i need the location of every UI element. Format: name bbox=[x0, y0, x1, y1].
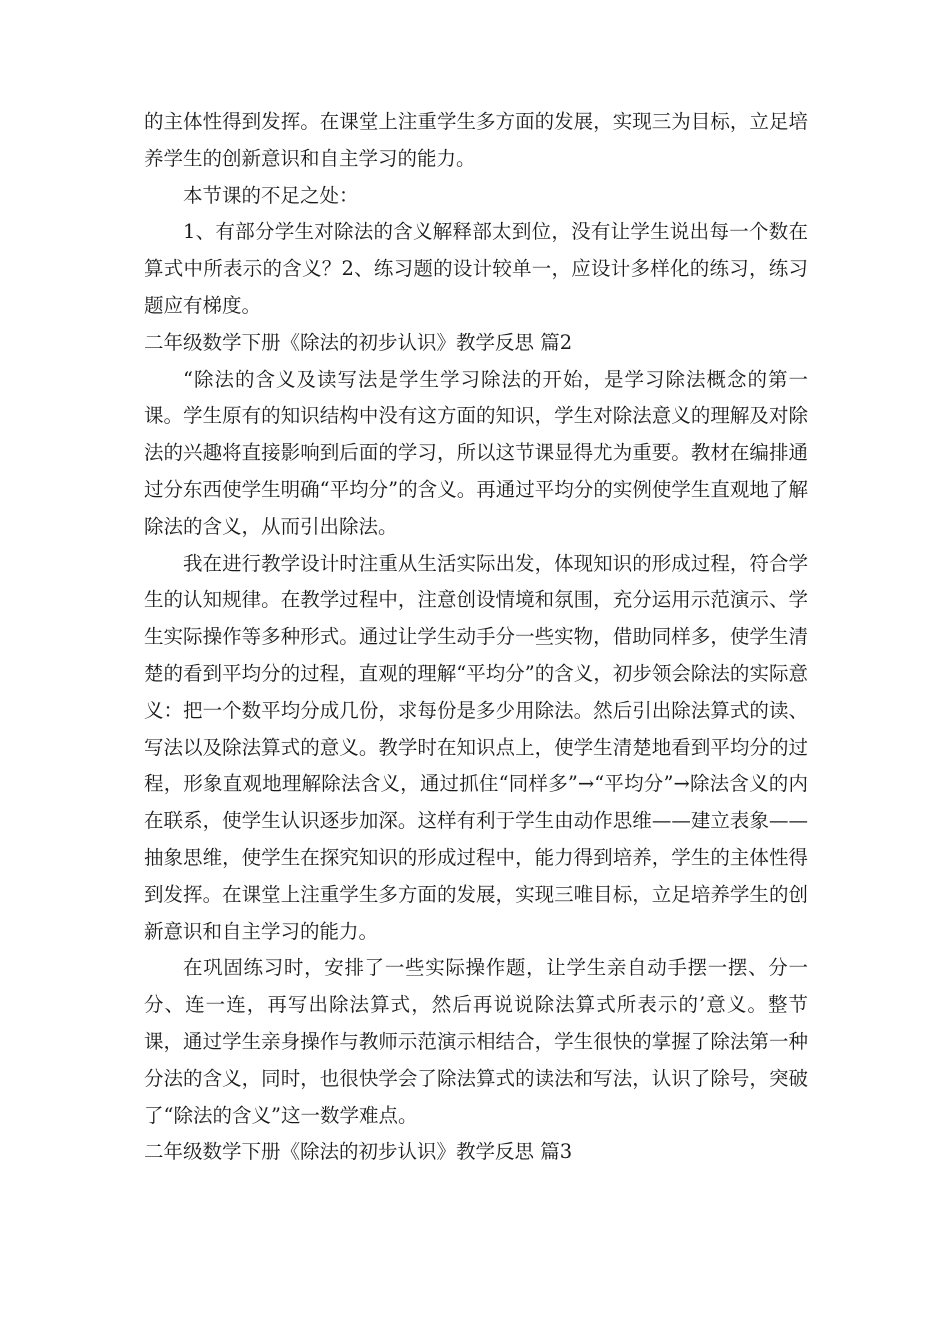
document-body bbox=[144, 104, 808, 1171]
paragraph-teaching-design: 我在进行教学设计时注重从生活实际出发，体现知识的形成过程，符合学生的认知规律。在教学过程中，注意创设情境和氛围，充分运用示范演示、学生实际操作等多种形式。通过让学生动手分一些实物，借助同样多，使学生清楚的看到平均分的过程，直观的理解“平均分”的含义，初步领会除法的实际意义：把一个数平均分成几份，求每份是多少用除法。然后引出除法算式的读、写法以及除法算式的意义。教学时在知识点上，使学生清楚地看到平均分的过程，形象直观地理解除法含义，通过抓住“同样多”→“平均分”→除法含义的内在联系，使学生认识逐步加深。这样有利于学生由动作思维——建立表象——抽象思维，使学生在探究知识的形成过程中，能力得到培养，学生的主体性得到发挥。在课堂上注重学生多方面的发展，实现三唯目标，立足培养学生的创新意识和自主学习的能力。 bbox=[144, 551, 808, 943]
paragraph-practice: 在巩固练习时，安排了一些实际操作题，让学生亲自动手摆一摆、分一分、连一连，再写出除法算式，然后再说说除法算式所表示的’意义。整节课，通过学生亲身操作与教师示范演示相结合，学生很快的掌握了除法第一种分法的含义，同时，也很快学会了除法算式的读法和写法，认识了除号，突破了“除法的含义”这一数学难点。 bbox=[144, 956, 808, 1127]
paragraph-continuation: 的主体性得到发挥。在课堂上注重学生多方面的发展，实现三为目标，立足培养学生的创新意识和自主学习的能力。 bbox=[144, 110, 808, 170]
paragraph-shortcomings-list: 1、有部分学生对除法的含义解释部太到位，没有让学生说出每一个数在算式中所表示的含义？2、练习题的设计较单一，应设计多样化的练习，练习题应有梯度。 bbox=[144, 220, 808, 317]
paragraph-division-meaning: “除法的含义及读写法是学生学习除法的开始，是学习除法概念的第一课。学生原有的知识结构中没有这方面的知识，学生对除法意义的理解及对除法的兴趣将直接影响到后面的学习，所以这节课显得尤为重要。教材在编排通过分东西使学生明确“平均分”的含义。再通过平均分的实例使学生直观地了解除法的含义，从而引出除法。 bbox=[144, 367, 808, 538]
section-heading-part-2: 二年级数学下册《除法的初步认识》教学反思 篇2 bbox=[144, 330, 573, 354]
section-heading-part-3: 二年级数学下册《除法的初步认识》教学反思 篇3 bbox=[144, 1140, 573, 1164]
paragraph-shortcomings-intro: 本节课的不足之处： bbox=[183, 183, 359, 207]
